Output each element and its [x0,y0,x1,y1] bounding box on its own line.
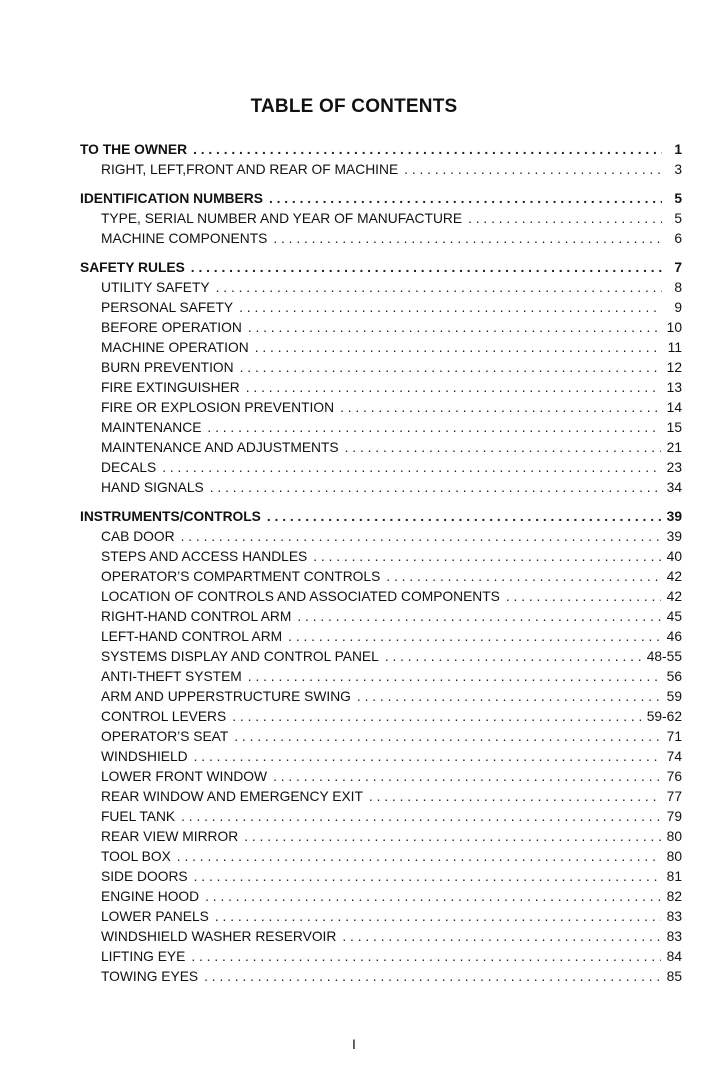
toc-section [80,258,682,498]
dot-leader [194,747,661,767]
toc-entry-page: 34 [666,480,682,495]
toc-section-heading[interactable] [80,258,682,278]
toc-entry-title: FIRE OR EXPLOSION PREVENTION [101,400,335,415]
toc-entry-page: 79 [666,809,682,824]
dot-leader [297,607,660,627]
dot-leader [357,687,661,707]
dot-leader [215,907,661,927]
toc-entry-title: WINDSHIELD WASHER RESERVOIR [101,929,337,944]
toc-entry[interactable] [80,967,682,987]
toc-entry[interactable] [80,847,682,867]
toc-entry-title: TYPE, SERIAL NUMBER AND YEAR OF MANUFACTURE [101,211,463,226]
toc-entry-title: LEFT-HAND CONTROL ARM [101,629,283,644]
toc-entry[interactable] [80,278,682,298]
toc-entry-page: 59 [666,689,682,704]
toc-entry[interactable] [80,438,682,458]
toc-entry-title: FIRE EXTINGUISHER [101,380,240,395]
toc-entry[interactable] [80,947,682,967]
toc-entry-title: BEFORE OPERATION [101,320,242,335]
dot-leader [345,438,661,458]
toc-entry-page: 5 [674,211,682,226]
toc-entry[interactable] [80,160,682,180]
toc-entry-title: OPERATOR’S SEAT [101,729,229,744]
toc-entry-page: 3 [674,162,682,177]
toc-section [80,140,682,180]
toc-entry[interactable] [80,887,682,907]
dot-leader [191,258,662,278]
toc-entry[interactable] [80,398,682,418]
toc-entry-title: FUEL TANK [101,809,176,824]
dot-leader [386,567,660,587]
toc-entry-page: 71 [666,729,682,744]
toc-entry-title: STEPS AND ACCESS HANDLES [101,549,308,564]
toc-entry[interactable] [80,747,682,767]
dot-leader [177,847,661,867]
toc-entry-page: 80 [666,829,682,844]
toc-entry-page: 12 [666,360,682,375]
dot-leader [205,887,661,907]
toc-entry-title: LOCATION OF CONTROLS AND ASSOCIATED COMPONENTS [101,589,500,604]
dot-leader [210,478,661,498]
toc-entry[interactable] [80,358,682,378]
toc-entry[interactable] [80,567,682,587]
toc-entry-title: ARM AND UPPERSTRUCTURE SWING [101,689,351,704]
dot-leader [273,229,662,249]
dot-leader [239,298,662,318]
toc-section [80,507,682,987]
toc-entry-title: CAB DOOR [101,529,175,544]
dot-leader [313,547,660,567]
toc-entry-title: MAINTENANCE [101,420,202,435]
toc-entry[interactable] [80,627,682,647]
toc-entry-page: 42 [666,589,682,604]
toc-entry-title: TOWING EYES [101,969,199,984]
toc-entry-page: 84 [666,949,682,964]
toc-entry-page: 83 [666,929,682,944]
toc-entry-title: RIGHT-HAND CONTROL ARM [101,609,292,624]
toc-entry-page: 40 [666,549,682,564]
toc-entry-title: MACHINE COMPONENTS [101,231,268,246]
toc-entry-title: MACHINE OPERATION [101,340,249,355]
toc-entry-page: 48-55 [646,649,682,664]
dot-leader [342,927,660,947]
dot-leader [193,140,662,160]
dot-leader [181,527,661,547]
toc-entry-page: 14 [666,400,682,415]
toc-entry-page: 23 [666,460,682,475]
dot-leader [216,278,662,298]
toc-entry-page: 13 [666,380,682,395]
toc-entry-title: INSTRUMENTS/CONTROLS [80,509,261,524]
toc-section-heading[interactable] [80,189,682,209]
toc-entry[interactable] [80,787,682,807]
dot-leader [404,160,662,180]
toc-entry-page: 85 [666,969,682,984]
toc-entry-page: 46 [666,629,682,644]
toc-entry-page: 74 [666,749,682,764]
dot-leader [369,787,661,807]
dot-leader [194,867,661,887]
toc-entry-title: SIDE DOORS [101,869,188,884]
toc-entry-title: TO THE OWNER [80,142,188,157]
table-of-contents [80,140,682,996]
toc-entry[interactable] [80,418,682,438]
toc-entry-title: WINDSHIELD [101,749,188,764]
toc-entry-title: HAND SIGNALS [101,480,204,495]
toc-entry-title: LOWER PANELS [101,909,209,924]
dot-leader [240,358,661,378]
toc-section [80,189,682,249]
toc-entry[interactable] [80,827,682,847]
toc-entry[interactable] [80,707,682,727]
toc-entry[interactable] [80,298,682,318]
dot-leader [385,647,641,667]
toc-entry-page: 59-62 [646,709,682,724]
toc-section-heading[interactable] [80,507,682,527]
dot-leader [191,947,660,967]
dot-leader [244,827,660,847]
toc-entry-title: REAR WINDOW AND EMERGENCY EXIT [101,789,363,804]
toc-entry[interactable] [80,229,682,249]
toc-entry-title: SYSTEMS DISPLAY AND CONTROL PANEL [101,649,379,664]
dot-leader [248,667,661,687]
toc-entry-title: ANTI-THEFT SYSTEM [101,669,242,684]
toc-entry-title: RIGHT, LEFT,FRONT AND REAR OF MACHINE [101,162,399,177]
toc-entry-page: 6 [674,231,682,246]
dot-leader [207,418,660,438]
toc-entry-title: LIFTING EYE [101,949,186,964]
toc-section-heading[interactable] [80,140,682,160]
toc-entry-title: OPERATOR’S COMPARTMENT CONTROLS [101,569,381,584]
toc-entry-page: 56 [666,669,682,684]
page-title: TABLE OF CONTENTS [250,96,458,117]
toc-entry-page: 7 [674,260,682,275]
toc-entry[interactable] [80,667,682,687]
toc-entry-page: 1 [674,142,682,157]
toc-entry-page: 39 [666,529,682,544]
toc-entry-title: DECALS [101,460,157,475]
dot-leader [232,707,640,727]
dot-leader [340,398,661,418]
toc-entry-page: 11 [667,340,682,355]
toc-entry-page: 8 [674,280,682,295]
toc-entry-page: 9 [674,300,682,315]
toc-entry-page: 15 [666,420,682,435]
toc-entry-title: UTILITY SAFETY [101,280,210,295]
toc-entry[interactable] [80,378,682,398]
toc-entry-title: SAFETY RULES [80,260,185,275]
toc-entry[interactable] [80,458,682,478]
toc-entry-page: 77 [666,789,682,804]
toc-entry-title: TOOL BOX [101,849,171,864]
toc-entry[interactable] [80,478,682,498]
toc-entry[interactable] [80,209,682,229]
dot-leader [468,209,662,229]
dot-leader [267,507,661,527]
toc-entry-title: MAINTENANCE AND ADJUSTMENTS [101,440,339,455]
page-number: I [352,1036,356,1052]
toc-entry-page: 45 [666,609,682,624]
toc-entry[interactable] [80,767,682,787]
toc-entry-title: PERSONAL SAFETY [101,300,234,315]
dot-leader [234,727,660,747]
dot-leader [204,967,661,987]
toc-entry[interactable] [80,927,682,947]
toc-entry[interactable] [80,807,682,827]
toc-entry-page: 42 [666,569,682,584]
toc-entry[interactable] [80,547,682,567]
toc-entry[interactable] [80,647,682,667]
dot-leader [269,189,662,209]
toc-entry-page: 80 [666,849,682,864]
dot-leader [246,378,661,398]
dot-leader [288,627,660,647]
toc-entry-page: 39 [666,509,682,524]
toc-entry-page: 5 [674,191,682,206]
toc-entry-title: IDENTIFICATION NUMBERS [80,191,263,206]
dot-leader [181,807,661,827]
toc-entry-page: 21 [666,440,682,455]
toc-entry-page: 76 [666,769,682,784]
toc-entry[interactable] [80,607,682,627]
toc-entry[interactable] [80,687,682,707]
dot-leader [273,767,661,787]
toc-entry[interactable] [80,867,682,887]
toc-entry-page: 82 [666,889,682,904]
toc-entry[interactable] [80,587,682,607]
dot-leader [162,458,660,478]
toc-entry[interactable] [80,907,682,927]
toc-entry-page: 10 [666,320,682,335]
toc-entry-page: 83 [666,909,682,924]
dot-leader [506,587,661,607]
toc-entry-title: ENGINE HOOD [101,889,200,904]
toc-entry[interactable] [80,527,682,547]
toc-entry-title: LOWER FRONT WINDOW [101,769,268,784]
toc-entry-title: CONTROL LEVERS [101,709,227,724]
toc-entry[interactable] [80,318,682,338]
toc-entry-page: 81 [666,869,682,884]
dot-leader [248,318,661,338]
toc-entry-title: BURN PREVENTION [101,360,234,375]
toc-entry[interactable] [80,727,682,747]
dot-leader [255,338,662,358]
toc-entry-title: REAR VIEW MIRROR [101,829,239,844]
toc-entry[interactable] [80,338,682,358]
